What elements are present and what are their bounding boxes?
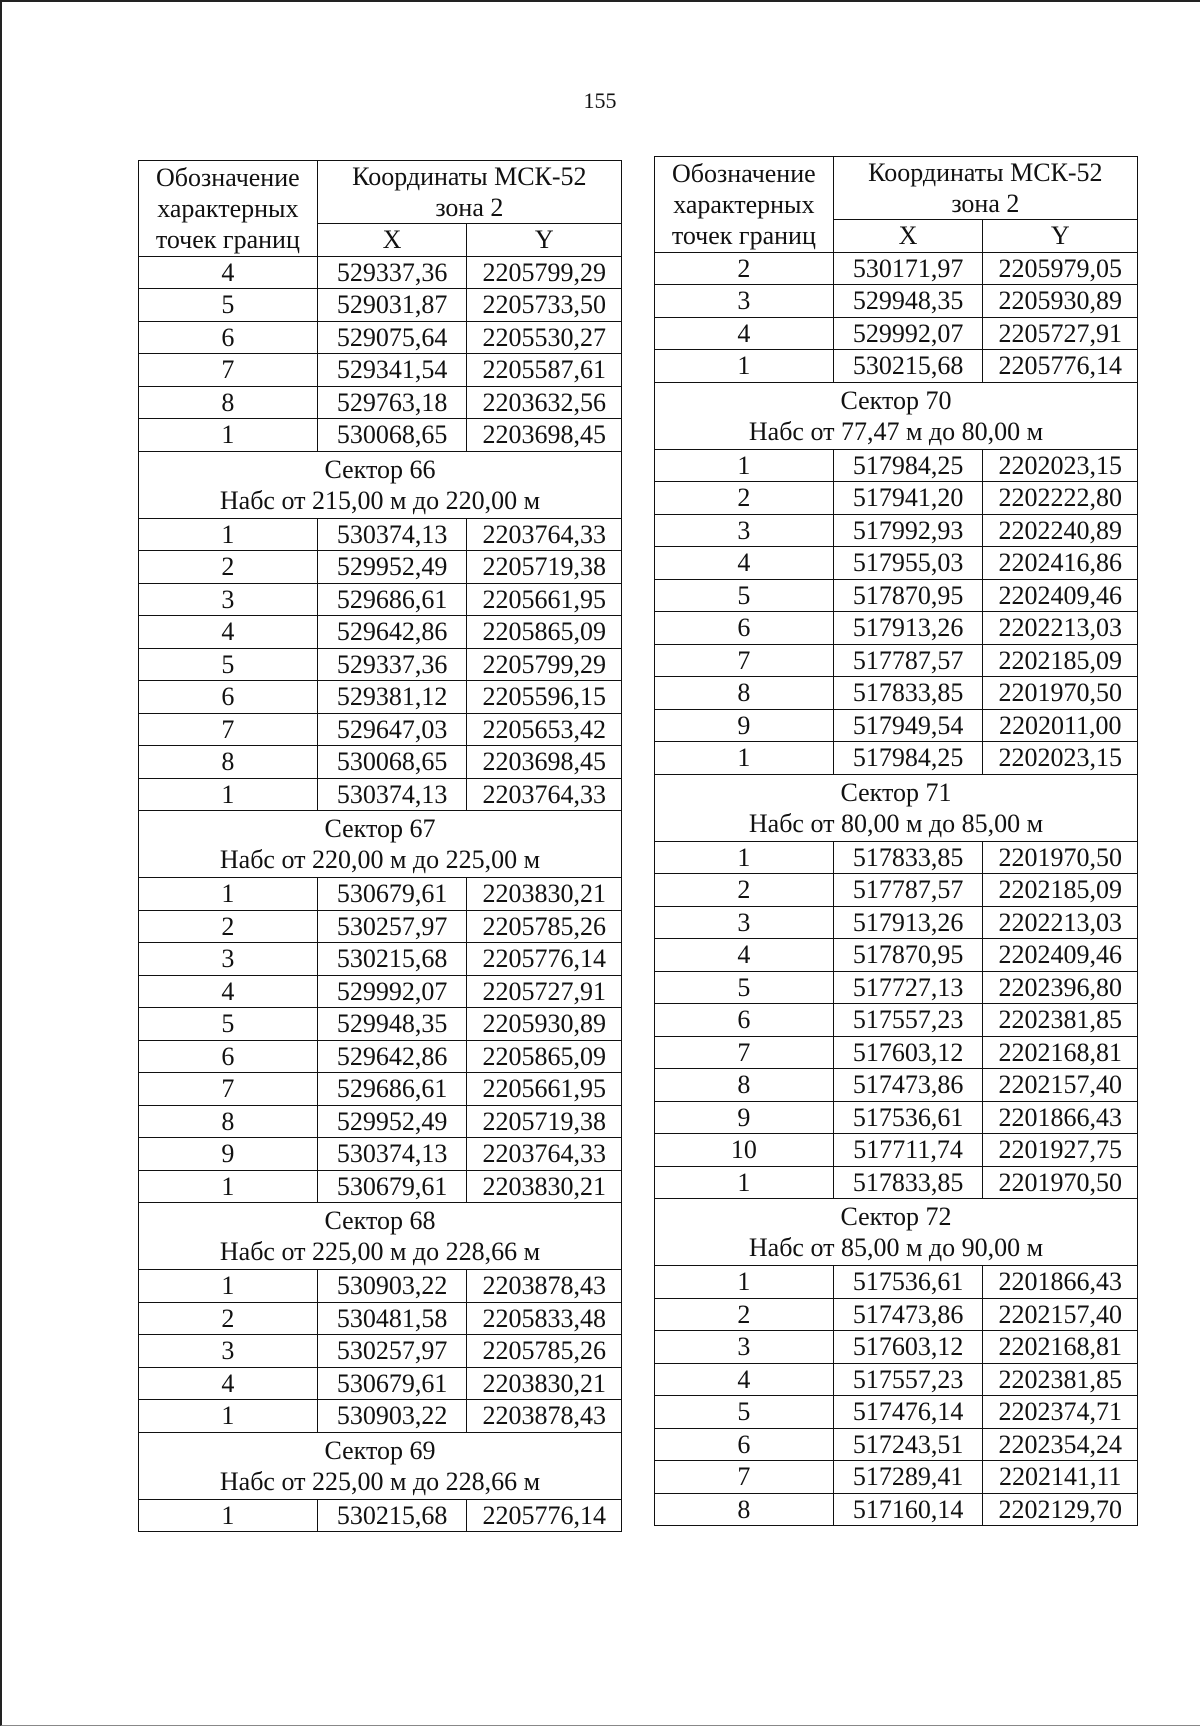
point-number-cell: 8 — [655, 677, 834, 710]
table-row — [655, 579, 1138, 612]
x-coordinate-cell: 517913,26 — [833, 906, 983, 939]
y-coordinate-cell: 2202396,80 — [983, 971, 1138, 1004]
point-number-cell: 3 — [655, 906, 834, 939]
y-coordinate-cell: 2201866,43 — [983, 1101, 1138, 1134]
point-number-cell: 2 — [655, 252, 834, 285]
y-coordinate-cell: 2205587,61 — [467, 354, 622, 387]
y-coordinate-cell: 2205785,26 — [467, 1335, 622, 1368]
x-coordinate-cell: 530257,97 — [317, 1335, 467, 1368]
point-number-cell: 5 — [655, 579, 834, 612]
y-coordinate-cell: 2202409,46 — [983, 939, 1138, 972]
x-coordinate-cell: 517711,74 — [833, 1134, 983, 1167]
point-number-cell: 8 — [139, 746, 318, 779]
table-row — [139, 1008, 622, 1041]
point-number-cell: 4 — [139, 256, 318, 289]
x-coordinate-cell: 517913,26 — [833, 612, 983, 645]
point-number-cell: 5 — [139, 1008, 318, 1041]
x-coordinate-cell: 530068,65 — [317, 746, 467, 779]
y-coordinate-cell: 2205719,38 — [467, 1105, 622, 1138]
point-number-cell: 1 — [655, 350, 834, 383]
sector-title: Сектор 70 — [840, 385, 952, 415]
sector-header-row — [655, 1199, 1138, 1266]
x-coordinate-cell: 517992,93 — [833, 514, 983, 547]
point-number-cell: 1 — [139, 1400, 318, 1433]
table-row — [139, 256, 622, 289]
header-y-label: Y — [983, 220, 1138, 253]
x-coordinate-cell: 517941,20 — [833, 482, 983, 515]
y-coordinate-cell: 2201970,50 — [983, 841, 1138, 874]
point-number-cell: 6 — [655, 1004, 834, 1037]
point-number-cell: 2 — [139, 551, 318, 584]
point-number-cell: 9 — [139, 1138, 318, 1171]
point-number-cell: 1 — [139, 1270, 318, 1303]
point-number-cell: 2 — [655, 874, 834, 907]
header-points-label: Обозначение характерных точек границ — [139, 161, 318, 257]
point-number-cell: 5 — [139, 289, 318, 322]
header-x-label: X — [833, 220, 983, 253]
y-coordinate-cell: 2203632,56 — [467, 386, 622, 419]
point-number-cell: 10 — [655, 1134, 834, 1167]
point-number-cell: 7 — [139, 354, 318, 387]
x-coordinate-cell: 517727,13 — [833, 971, 983, 1004]
table-row — [655, 1134, 1138, 1167]
table-body-right — [655, 252, 1138, 1526]
y-coordinate-cell: 2203830,21 — [467, 878, 622, 911]
y-coordinate-cell: 2202185,09 — [983, 874, 1138, 907]
table-row — [655, 874, 1138, 907]
point-number-cell: 7 — [139, 713, 318, 746]
y-coordinate-cell: 2205930,89 — [467, 1008, 622, 1041]
header-coords-label: Координаты МСК-52 зона 2 — [317, 161, 621, 224]
x-coordinate-cell: 517243,51 — [833, 1428, 983, 1461]
coordinates-table-right — [654, 156, 1138, 1526]
point-number-cell: 1 — [655, 1266, 834, 1299]
x-coordinate-cell: 530068,65 — [317, 419, 467, 452]
y-coordinate-cell: 2205776,14 — [467, 943, 622, 976]
y-coordinate-cell: 2205661,95 — [467, 583, 622, 616]
x-coordinate-cell: 517833,85 — [833, 1166, 983, 1199]
x-coordinate-cell: 517536,61 — [833, 1266, 983, 1299]
sector-range: Набс от 225,00 м до 228,66 м — [219, 1237, 541, 1266]
y-coordinate-cell: 2202240,89 — [983, 514, 1138, 547]
sector-header — [139, 811, 622, 878]
table-row — [139, 354, 622, 387]
y-coordinate-cell: 2202157,40 — [983, 1069, 1138, 1102]
header-x-label: X — [317, 224, 467, 257]
table-row — [139, 1040, 622, 1073]
point-number-cell: 1 — [655, 1166, 834, 1199]
sector-header-row — [655, 382, 1138, 449]
sector-title: Сектор 72 — [840, 1202, 952, 1231]
table-row — [139, 1138, 622, 1171]
table-row — [139, 975, 622, 1008]
point-number-cell: 9 — [655, 1101, 834, 1134]
y-coordinate-cell: 2205930,89 — [983, 285, 1138, 318]
table-row — [139, 321, 622, 354]
y-coordinate-cell: 2205785,26 — [467, 910, 622, 943]
y-coordinate-cell: 2202213,03 — [983, 612, 1138, 645]
y-coordinate-cell: 2205833,48 — [467, 1302, 622, 1335]
y-coordinate-cell: 2202129,70 — [983, 1493, 1138, 1526]
header-points-label: Обозначение характерных точек границ — [655, 157, 834, 253]
x-coordinate-cell: 529686,61 — [317, 1073, 467, 1106]
x-coordinate-cell: 517557,23 — [833, 1004, 983, 1037]
point-number-cell: 6 — [139, 321, 318, 354]
table-row — [139, 1105, 622, 1138]
point-number-cell: 1 — [139, 419, 318, 452]
point-number-cell: 3 — [655, 285, 834, 318]
point-number-cell: 7 — [655, 1461, 834, 1494]
y-coordinate-cell: 2203698,45 — [467, 746, 622, 779]
sector-title: Сектор 71 — [840, 777, 952, 807]
x-coordinate-cell: 529948,35 — [317, 1008, 467, 1041]
y-coordinate-cell: 2203878,43 — [467, 1270, 622, 1303]
sector-header-row — [139, 811, 622, 878]
x-coordinate-cell: 529952,49 — [317, 1105, 467, 1138]
point-number-cell: 1 — [655, 841, 834, 874]
x-coordinate-cell: 529763,18 — [317, 386, 467, 419]
point-number-cell: 8 — [139, 386, 318, 419]
point-number-cell: 4 — [655, 1363, 834, 1396]
x-coordinate-cell: 517787,57 — [833, 644, 983, 677]
y-coordinate-cell: 2205865,09 — [467, 1040, 622, 1073]
point-number-cell: 1 — [655, 449, 834, 482]
y-coordinate-cell: 2203698,45 — [467, 419, 622, 452]
y-coordinate-cell: 2202222,80 — [983, 482, 1138, 515]
y-coordinate-cell: 2201927,75 — [983, 1134, 1138, 1167]
x-coordinate-cell: 530679,61 — [317, 1170, 467, 1203]
y-coordinate-cell: 2202157,40 — [983, 1298, 1138, 1331]
table-row — [655, 1069, 1138, 1102]
x-coordinate-cell: 529341,54 — [317, 354, 467, 387]
point-number-cell: 5 — [655, 1396, 834, 1429]
y-coordinate-cell: 2205530,27 — [467, 321, 622, 354]
y-coordinate-cell: 2202023,15 — [983, 742, 1138, 775]
table-row — [655, 1036, 1138, 1069]
point-number-cell: 1 — [139, 518, 318, 551]
sector-header-row — [139, 1432, 622, 1499]
sector-header-row — [139, 1203, 622, 1270]
table-row — [655, 350, 1138, 383]
y-coordinate-cell: 2202185,09 — [983, 644, 1138, 677]
table-row — [655, 252, 1138, 285]
table-row — [655, 612, 1138, 645]
y-coordinate-cell: 2201970,50 — [983, 1166, 1138, 1199]
point-number-cell: 3 — [139, 943, 318, 976]
point-number-cell: 4 — [139, 975, 318, 1008]
point-number-cell: 2 — [655, 482, 834, 515]
sector-range: Набс от 225,00 м до 228,66 м — [219, 1466, 541, 1496]
point-number-cell: 8 — [655, 1069, 834, 1102]
x-coordinate-cell: 529642,86 — [317, 616, 467, 649]
point-number-cell: 8 — [655, 1493, 834, 1526]
y-coordinate-cell: 2202168,81 — [983, 1331, 1138, 1364]
table-row — [655, 906, 1138, 939]
sector-header-row — [139, 451, 622, 518]
x-coordinate-cell: 529337,36 — [317, 256, 467, 289]
table-row — [655, 1461, 1138, 1494]
table-row — [655, 317, 1138, 350]
point-number-cell: 1 — [139, 1170, 318, 1203]
sector-title: Сектор 67 — [324, 814, 436, 843]
table-row — [139, 746, 622, 779]
table-row — [655, 1266, 1138, 1299]
table-row — [139, 1335, 622, 1368]
sector-header — [655, 1199, 1138, 1266]
table-row — [139, 778, 622, 811]
sector-title: Сектор 69 — [324, 1435, 436, 1465]
y-coordinate-cell: 2205776,14 — [467, 1499, 622, 1532]
sector-range: Набс от 77,47 м до 80,00 м — [748, 416, 1044, 446]
y-coordinate-cell: 2202409,46 — [983, 579, 1138, 612]
y-coordinate-cell: 2202141,11 — [983, 1461, 1138, 1494]
x-coordinate-cell: 517955,03 — [833, 547, 983, 580]
table-row — [139, 943, 622, 976]
x-coordinate-cell: 530374,13 — [317, 778, 467, 811]
x-coordinate-cell: 530903,22 — [317, 1270, 467, 1303]
x-coordinate-cell: 530374,13 — [317, 518, 467, 551]
sector-title: Сектор 66 — [324, 454, 436, 484]
x-coordinate-cell: 517476,14 — [833, 1396, 983, 1429]
x-coordinate-cell: 530171,97 — [833, 252, 983, 285]
y-coordinate-cell: 2205733,50 — [467, 289, 622, 322]
point-number-cell: 1 — [655, 742, 834, 775]
point-number-cell: 4 — [655, 317, 834, 350]
x-coordinate-cell: 529952,49 — [317, 551, 467, 584]
point-number-cell: 1 — [139, 1499, 318, 1532]
point-number-cell: 1 — [139, 878, 318, 911]
page-number: 155 — [583, 88, 617, 113]
x-coordinate-cell: 529031,87 — [317, 289, 467, 322]
sector-header — [139, 1203, 622, 1270]
table-row — [655, 285, 1138, 318]
x-coordinate-cell: 529642,86 — [317, 1040, 467, 1073]
y-coordinate-cell: 2203764,33 — [467, 1138, 622, 1171]
table-row — [655, 1331, 1138, 1364]
table-row — [139, 386, 622, 419]
x-coordinate-cell: 517603,12 — [833, 1331, 983, 1364]
point-number-cell: 3 — [139, 583, 318, 616]
y-coordinate-cell: 2201970,50 — [983, 677, 1138, 710]
x-coordinate-cell: 529948,35 — [833, 285, 983, 318]
table-row — [139, 518, 622, 551]
y-coordinate-cell: 2203830,21 — [467, 1367, 622, 1400]
table-body-left — [139, 256, 622, 1532]
point-number-cell: 4 — [655, 939, 834, 972]
table-row — [139, 289, 622, 322]
y-coordinate-cell: 2201866,43 — [983, 1266, 1138, 1299]
table-row — [655, 709, 1138, 742]
point-number-cell: 1 — [139, 778, 318, 811]
x-coordinate-cell: 517833,85 — [833, 841, 983, 874]
x-coordinate-cell: 530215,68 — [317, 943, 467, 976]
table-row — [655, 742, 1138, 775]
point-number-cell: 2 — [139, 910, 318, 943]
table-row — [655, 841, 1138, 874]
y-coordinate-cell: 2205799,29 — [467, 256, 622, 289]
coordinates-table-left — [138, 160, 622, 1532]
y-coordinate-cell: 2202381,85 — [983, 1004, 1138, 1037]
sector-header — [139, 451, 622, 518]
table-row — [139, 1073, 622, 1106]
x-coordinate-cell: 529647,03 — [317, 713, 467, 746]
sector-title: Сектор 68 — [324, 1206, 436, 1235]
sector-header — [139, 1432, 622, 1499]
point-number-cell: 5 — [655, 971, 834, 1004]
point-number-cell: 5 — [139, 648, 318, 681]
x-coordinate-cell: 530215,68 — [833, 350, 983, 383]
table-row — [139, 713, 622, 746]
table-row — [655, 1493, 1138, 1526]
table-row — [139, 681, 622, 714]
y-coordinate-cell: 2203764,33 — [467, 778, 622, 811]
point-number-cell: 4 — [139, 1367, 318, 1400]
x-coordinate-cell: 517787,57 — [833, 874, 983, 907]
sector-range: Набс от 220,00 м до 225,00 м — [219, 845, 541, 874]
y-coordinate-cell: 2202168,81 — [983, 1036, 1138, 1069]
y-coordinate-cell: 2205596,15 — [467, 681, 622, 714]
y-coordinate-cell: 2202416,86 — [983, 547, 1138, 580]
table-row — [139, 419, 622, 452]
table-row — [655, 547, 1138, 580]
sector-header — [655, 382, 1138, 449]
point-number-cell: 7 — [139, 1073, 318, 1106]
point-number-cell: 8 — [139, 1105, 318, 1138]
x-coordinate-cell: 529992,07 — [833, 317, 983, 350]
x-coordinate-cell: 517557,23 — [833, 1363, 983, 1396]
y-coordinate-cell: 2205719,38 — [467, 551, 622, 584]
x-coordinate-cell: 517536,61 — [833, 1101, 983, 1134]
table-row — [655, 677, 1138, 710]
table-row — [139, 648, 622, 681]
table-row — [655, 1298, 1138, 1331]
point-number-cell: 6 — [655, 612, 834, 645]
x-coordinate-cell: 517603,12 — [833, 1036, 983, 1069]
point-number-cell: 6 — [139, 681, 318, 714]
y-coordinate-cell: 2205979,05 — [983, 252, 1138, 285]
point-number-cell: 2 — [655, 1298, 834, 1331]
y-coordinate-cell: 2203830,21 — [467, 1170, 622, 1203]
y-coordinate-cell: 2205727,91 — [983, 317, 1138, 350]
table-row — [139, 1170, 622, 1203]
table-row — [655, 1101, 1138, 1134]
y-coordinate-cell: 2202374,71 — [983, 1396, 1138, 1429]
x-coordinate-cell: 517473,86 — [833, 1298, 983, 1331]
table-row — [655, 644, 1138, 677]
x-coordinate-cell: 530481,58 — [317, 1302, 467, 1335]
x-coordinate-cell: 530257,97 — [317, 910, 467, 943]
y-coordinate-cell: 2202023,15 — [983, 449, 1138, 482]
table-row — [139, 551, 622, 584]
x-coordinate-cell: 517870,95 — [833, 579, 983, 612]
y-coordinate-cell: 2202213,03 — [983, 906, 1138, 939]
point-number-cell: 2 — [139, 1302, 318, 1335]
point-number-cell: 9 — [655, 709, 834, 742]
y-coordinate-cell: 2202011,00 — [983, 709, 1138, 742]
table-row — [655, 1363, 1138, 1396]
y-coordinate-cell: 2205727,91 — [467, 975, 622, 1008]
table-row — [139, 910, 622, 943]
y-coordinate-cell: 2202354,24 — [983, 1428, 1138, 1461]
y-coordinate-cell: 2205653,42 — [467, 713, 622, 746]
point-number-cell: 3 — [139, 1335, 318, 1368]
table-row — [655, 482, 1138, 515]
header-y-label: Y — [467, 224, 622, 257]
x-coordinate-cell: 517289,41 — [833, 1461, 983, 1494]
point-number-cell: 3 — [655, 514, 834, 547]
table-row — [139, 1400, 622, 1433]
x-coordinate-cell: 530374,13 — [317, 1138, 467, 1171]
point-number-cell: 3 — [655, 1331, 834, 1364]
sector-range: Набс от 215,00 м до 220,00 м — [219, 485, 541, 515]
x-coordinate-cell: 517984,25 — [833, 449, 983, 482]
x-coordinate-cell: 517473,86 — [833, 1069, 983, 1102]
table-row — [139, 878, 622, 911]
x-coordinate-cell: 517984,25 — [833, 742, 983, 775]
x-coordinate-cell: 529686,61 — [317, 583, 467, 616]
point-number-cell: 6 — [139, 1040, 318, 1073]
table-row — [139, 1499, 622, 1532]
x-coordinate-cell: 529075,64 — [317, 321, 467, 354]
x-coordinate-cell: 517833,85 — [833, 677, 983, 710]
sector-range: Набс от 85,00 м до 90,00 м — [748, 1233, 1044, 1262]
sector-header-row — [655, 774, 1138, 841]
y-coordinate-cell: 2203764,33 — [467, 518, 622, 551]
x-coordinate-cell: 530679,61 — [317, 878, 467, 911]
point-number-cell: 6 — [655, 1428, 834, 1461]
sector-range: Набс от 80,00 м до 85,00 м — [748, 808, 1044, 838]
table-row — [655, 971, 1138, 1004]
x-coordinate-cell: 530679,61 — [317, 1367, 467, 1400]
y-coordinate-cell: 2205661,95 — [467, 1073, 622, 1106]
y-coordinate-cell: 2205776,14 — [983, 350, 1138, 383]
table-row — [139, 1367, 622, 1400]
y-coordinate-cell: 2202381,85 — [983, 1363, 1138, 1396]
x-coordinate-cell: 530903,22 — [317, 1400, 467, 1433]
point-number-cell: 4 — [655, 547, 834, 580]
x-coordinate-cell: 529992,07 — [317, 975, 467, 1008]
x-coordinate-cell: 517870,95 — [833, 939, 983, 972]
x-coordinate-cell: 517949,54 — [833, 709, 983, 742]
table-row — [655, 1004, 1138, 1037]
table-row — [655, 449, 1138, 482]
y-coordinate-cell: 2205865,09 — [467, 616, 622, 649]
x-coordinate-cell: 517160,14 — [833, 1493, 983, 1526]
table-row — [655, 1166, 1138, 1199]
table-row — [655, 514, 1138, 547]
x-coordinate-cell: 530215,68 — [317, 1499, 467, 1532]
table-row — [139, 583, 622, 616]
table-row — [655, 1396, 1138, 1429]
point-number-cell: 7 — [655, 1036, 834, 1069]
table-row — [139, 1302, 622, 1335]
header-coords-label: Координаты МСК-52 зона 2 — [833, 157, 1137, 220]
table-row — [139, 1270, 622, 1303]
point-number-cell: 4 — [139, 616, 318, 649]
sector-header — [655, 774, 1138, 841]
table-row — [655, 939, 1138, 972]
y-coordinate-cell: 2205799,29 — [467, 648, 622, 681]
y-coordinate-cell: 2203878,43 — [467, 1400, 622, 1433]
table-row — [655, 1428, 1138, 1461]
table-row — [139, 616, 622, 649]
point-number-cell: 7 — [655, 644, 834, 677]
x-coordinate-cell: 529381,12 — [317, 681, 467, 714]
x-coordinate-cell: 529337,36 — [317, 648, 467, 681]
